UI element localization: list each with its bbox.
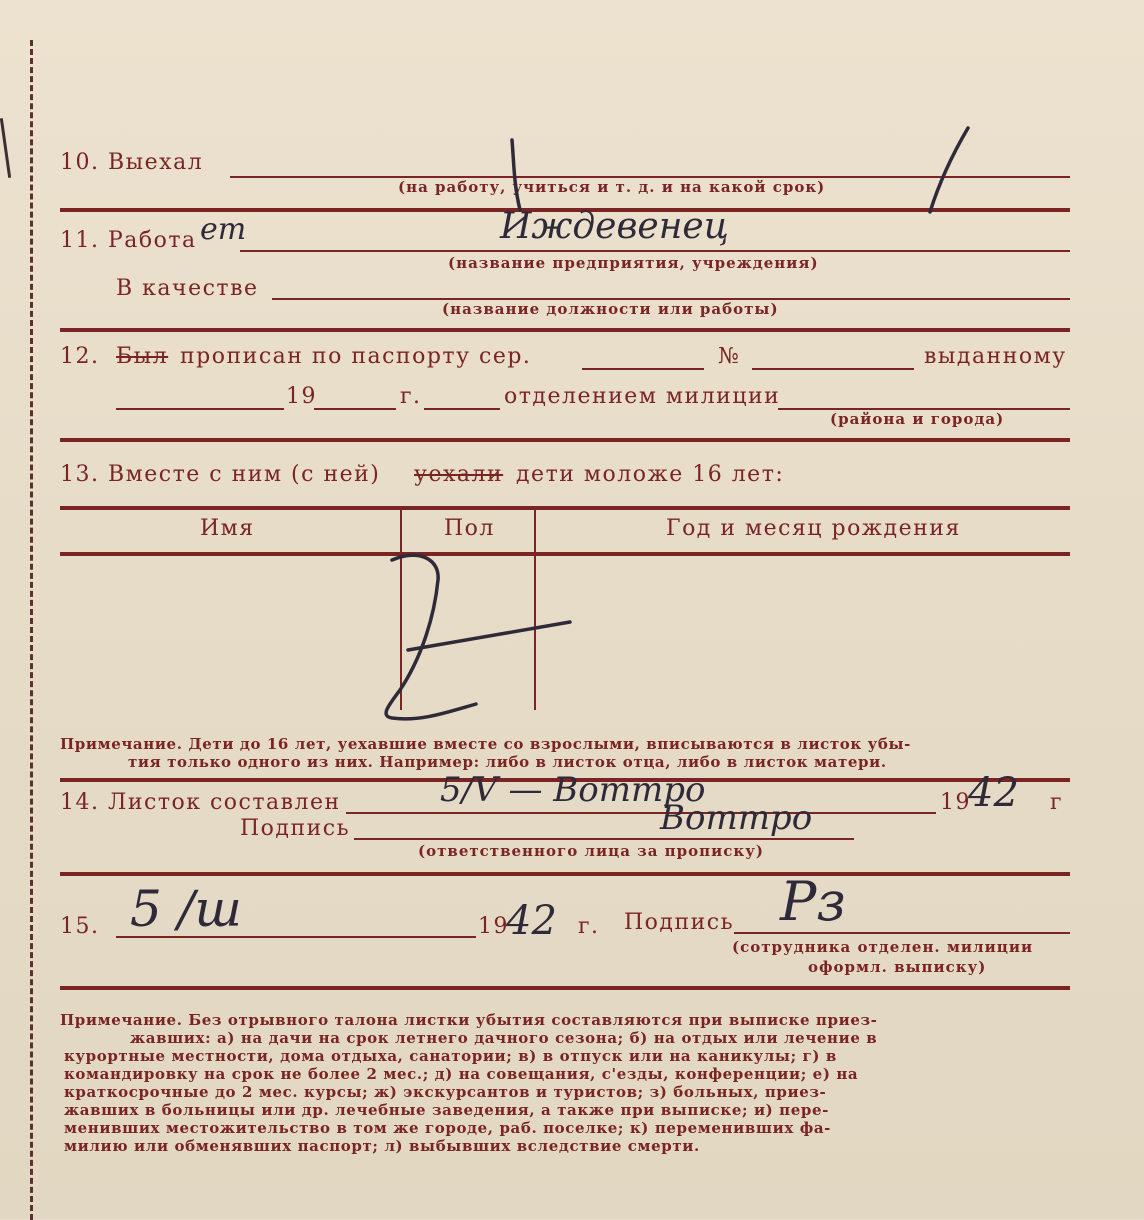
divider-15 <box>60 986 1070 990</box>
field-14-sign-line <box>354 838 854 840</box>
note-2-line: краткосрочные до 2 мес. курсы; ж) экскурсантов и туристов; з) больных, приез- <box>64 1083 827 1101</box>
note-2-line: Примечание. Без отрывного талона листки убытия составляются при выписке приез- <box>60 1011 878 1029</box>
field-10-caption: (на работу, учиться и т. д. и на какой срок) <box>398 178 826 196</box>
field-15-year-prefix: 19 <box>478 914 509 939</box>
table-header-name: Имя <box>200 516 255 541</box>
field-15-date-line <box>116 936 476 938</box>
table-header-birth: Год и месяц рождения <box>666 516 961 541</box>
field-11-label: 11. Работа <box>60 228 197 253</box>
field-14-handwritten-date: 5/V — Воттро <box>440 770 706 810</box>
field-12-issued: выданному <box>924 344 1067 369</box>
note-2-line: милию или обменявших паспорт; л) выбывших вследствие смерти. <box>64 1137 700 1155</box>
note-2-line: жавших в больницы или др. лечебные заведения, а также при выписке; и) пере- <box>64 1101 829 1119</box>
field-13-pre: Вместе с ним (с ней) <box>108 462 381 487</box>
field-13-post: дети моложе 16 лет: <box>516 462 785 487</box>
field-12-number: 12. <box>60 344 100 369</box>
field-12-police-label: отделением милиции <box>504 384 781 409</box>
field-12-year-prefix: 19 <box>286 384 317 409</box>
field-14-year-prefix: 19 <box>940 790 971 815</box>
field-15-sign-line <box>734 932 1070 934</box>
field-15-sign-label: Подпись <box>624 910 735 935</box>
field-14-label: 14. Листок составлен <box>60 790 341 815</box>
field-13-struck-word: уехали <box>414 462 504 487</box>
field-15-handwritten-signature: Рз <box>780 870 846 933</box>
field-11-position-caption: (название должности или работы) <box>442 300 779 318</box>
field-15-g: г. <box>578 914 600 939</box>
field-12-text: прописан по паспорту сер. <box>180 344 532 369</box>
field-12-g: г. <box>400 384 422 409</box>
field-15-caption-1: (сотрудника отделен. милиции <box>732 938 1034 956</box>
note-2-line: жавших: а) на дачи на срок летнего дачного сезона; б) на отдых или лечение в <box>130 1029 878 1047</box>
field-10-label: 10. Выехал <box>60 150 204 175</box>
field-15-number: 15. <box>60 914 100 939</box>
field-11-position-label: В качестве <box>116 276 259 301</box>
field-14-caption: (ответственного лица за прописку) <box>418 842 764 860</box>
field-14-handwritten-signature: Воттро <box>660 798 813 838</box>
field-13-number: 13. <box>60 462 100 487</box>
field-14-handwritten-year: 42 <box>968 770 1019 816</box>
note-2-line: командировку на срок не более 2 мес.; д) на совещания, с'езды, конференции; е) на <box>64 1065 859 1083</box>
note-1-line-2: тия только одного из них. Например: либо в листок отца, либо в листок матери. <box>128 753 887 771</box>
field-12-caption: (района и города) <box>830 410 1005 428</box>
field-11-handwritten-value: Иждевенец <box>500 206 729 247</box>
field-15-handwritten-date: 5 /ш <box>130 880 242 938</box>
table-header-sex: Пол <box>444 516 495 541</box>
note-2-line: менивших местожительство в том же городе, раб. поселке; к) переменивших фа- <box>64 1119 831 1137</box>
field-14-g: г <box>1050 790 1064 815</box>
divider-14 <box>60 872 1070 876</box>
field-11-caption: (название предприятия, учреждения) <box>448 254 819 272</box>
field-15-handwritten-year: 42 <box>506 898 557 944</box>
field-14-line <box>346 812 936 814</box>
field-11-handwritten-suffix: ет <box>200 212 247 247</box>
field-12-struck-word: Был <box>116 344 169 369</box>
note-2-line: курортные местности, дома отдыха, санатории; в) в отпуск или на каникулы; г) в <box>64 1047 837 1065</box>
field-14-sign-label: Подпись <box>240 816 351 841</box>
field-12-number-sign: № <box>718 344 741 369</box>
field-15-caption-2: оформл. выписку) <box>808 958 987 976</box>
note-1-line-1: Примечание. Дети до 16 лет, уехавшие вместе со взрослыми, вписываются в листок убы- <box>60 735 911 753</box>
